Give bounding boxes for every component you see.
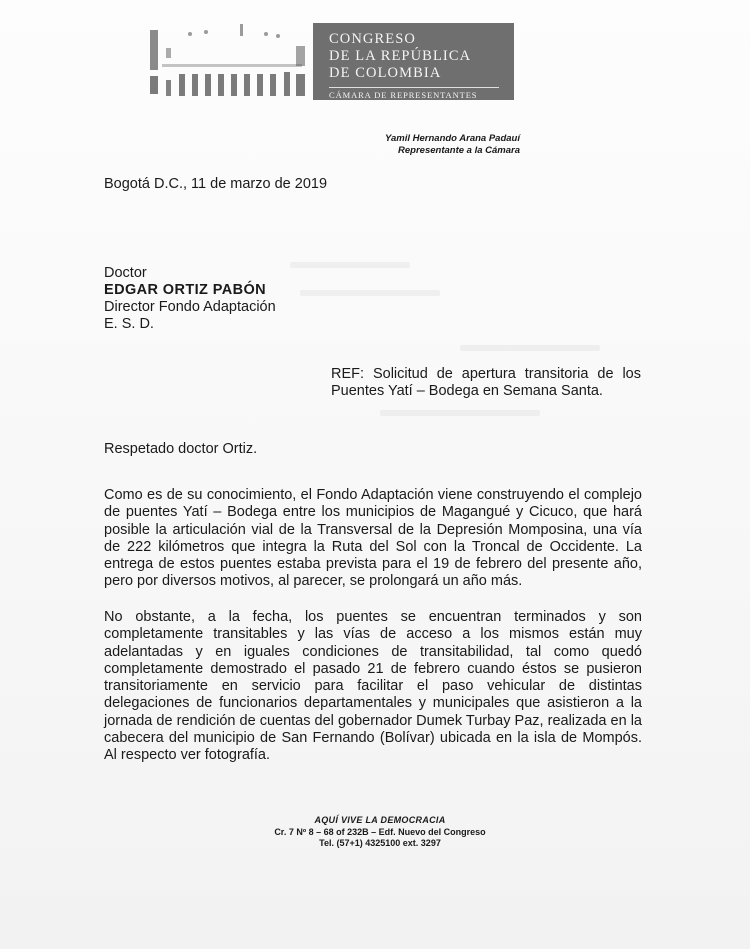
addressee-name: EDGAR ORTIZ PABÓN — [104, 282, 267, 298]
congress-letterhead-box — [313, 23, 514, 100]
reference-line: REF: Solicitud de apertura transitoria de los Puentes Yatí – Bodega en Semana Santa. — [331, 366, 641, 399]
letter-footer — [250, 815, 510, 850]
footer-phone: Tel. (57+1) 4325100 ext. 3297 — [319, 838, 441, 848]
addressee-esd: E. S. D. — [104, 316, 154, 332]
sender-title: Representante a la Cámara — [398, 145, 520, 156]
footer-motto: AQUÍ VIVE LA DEMOCRACIA — [314, 815, 446, 825]
letterhead-subtitle: CÁMARA DE REPRESENTANTES — [329, 87, 499, 100]
bleed-through-mark — [290, 262, 410, 268]
letterhead-line-1: CONGRESO — [329, 31, 416, 47]
sender-name: Yamil Hernando Arana Padauí — [385, 133, 520, 144]
addressee-block — [104, 265, 276, 333]
bleed-through-mark — [300, 290, 440, 296]
bleed-through-mark — [380, 410, 540, 416]
addressee-honorific: Doctor — [104, 265, 147, 281]
footer-address: Cr. 7 Nº 8 – 68 of 232B – Edf. Nuevo del Congreso — [274, 826, 486, 837]
letter-date: Bogotá D.C., 11 de marzo de 2019 — [104, 176, 328, 192]
congress-capitol-logo — [148, 22, 311, 98]
salutation: Respetado doctor Ortiz. — [104, 441, 258, 457]
letterhead-line-3: DE COLOMBIA — [329, 65, 442, 81]
bleed-through-mark — [460, 345, 600, 351]
body-paragraph-1: Como es de su conocimiento, el Fondo Adaptación viene construyendo el complejo de puentes Yatí – Bodega entre los municipios de Magangué y Cicuco, que hará posible la articulación vial de la Transversal de la Depresión Momposina, una vía de 222 kilómetros que integra la Ruta del Sol con la Troncal de Occidente. La entrega de estos puentes estaba prevista para el 19 de febrero del presente año, pero por diversos motivos, al parecer, se prolongará un año más. — [104, 487, 642, 590]
body-paragraph-2: No obstante, a la fecha, los puentes se encuentran terminados y son completamente transitables y las vías de acceso a los mismos están muy adelantadas y en iguales condiciones de transitabilidad, tal como quedó completamente demostrado el pasado 21 de febrero cuando éstos se pusieron transitoriamente en servicio para facilitar el paso vehicular de distintas delegaciones de funcionarios departamentales y municipales que asistieron a la jornada de rendición de cuentas del gobernador Dumek Turbay Paz, realizada en la cabecera del municipio de San Fernando (Bolívar) ubicada en la isla de Mompós. Al respecto ver fotografía. — [104, 609, 642, 764]
addressee-position: Director Fondo Adaptación — [104, 299, 276, 315]
sender-block — [260, 133, 520, 157]
letterhead-line-2: DE LA REPÚBLICA — [329, 48, 472, 64]
